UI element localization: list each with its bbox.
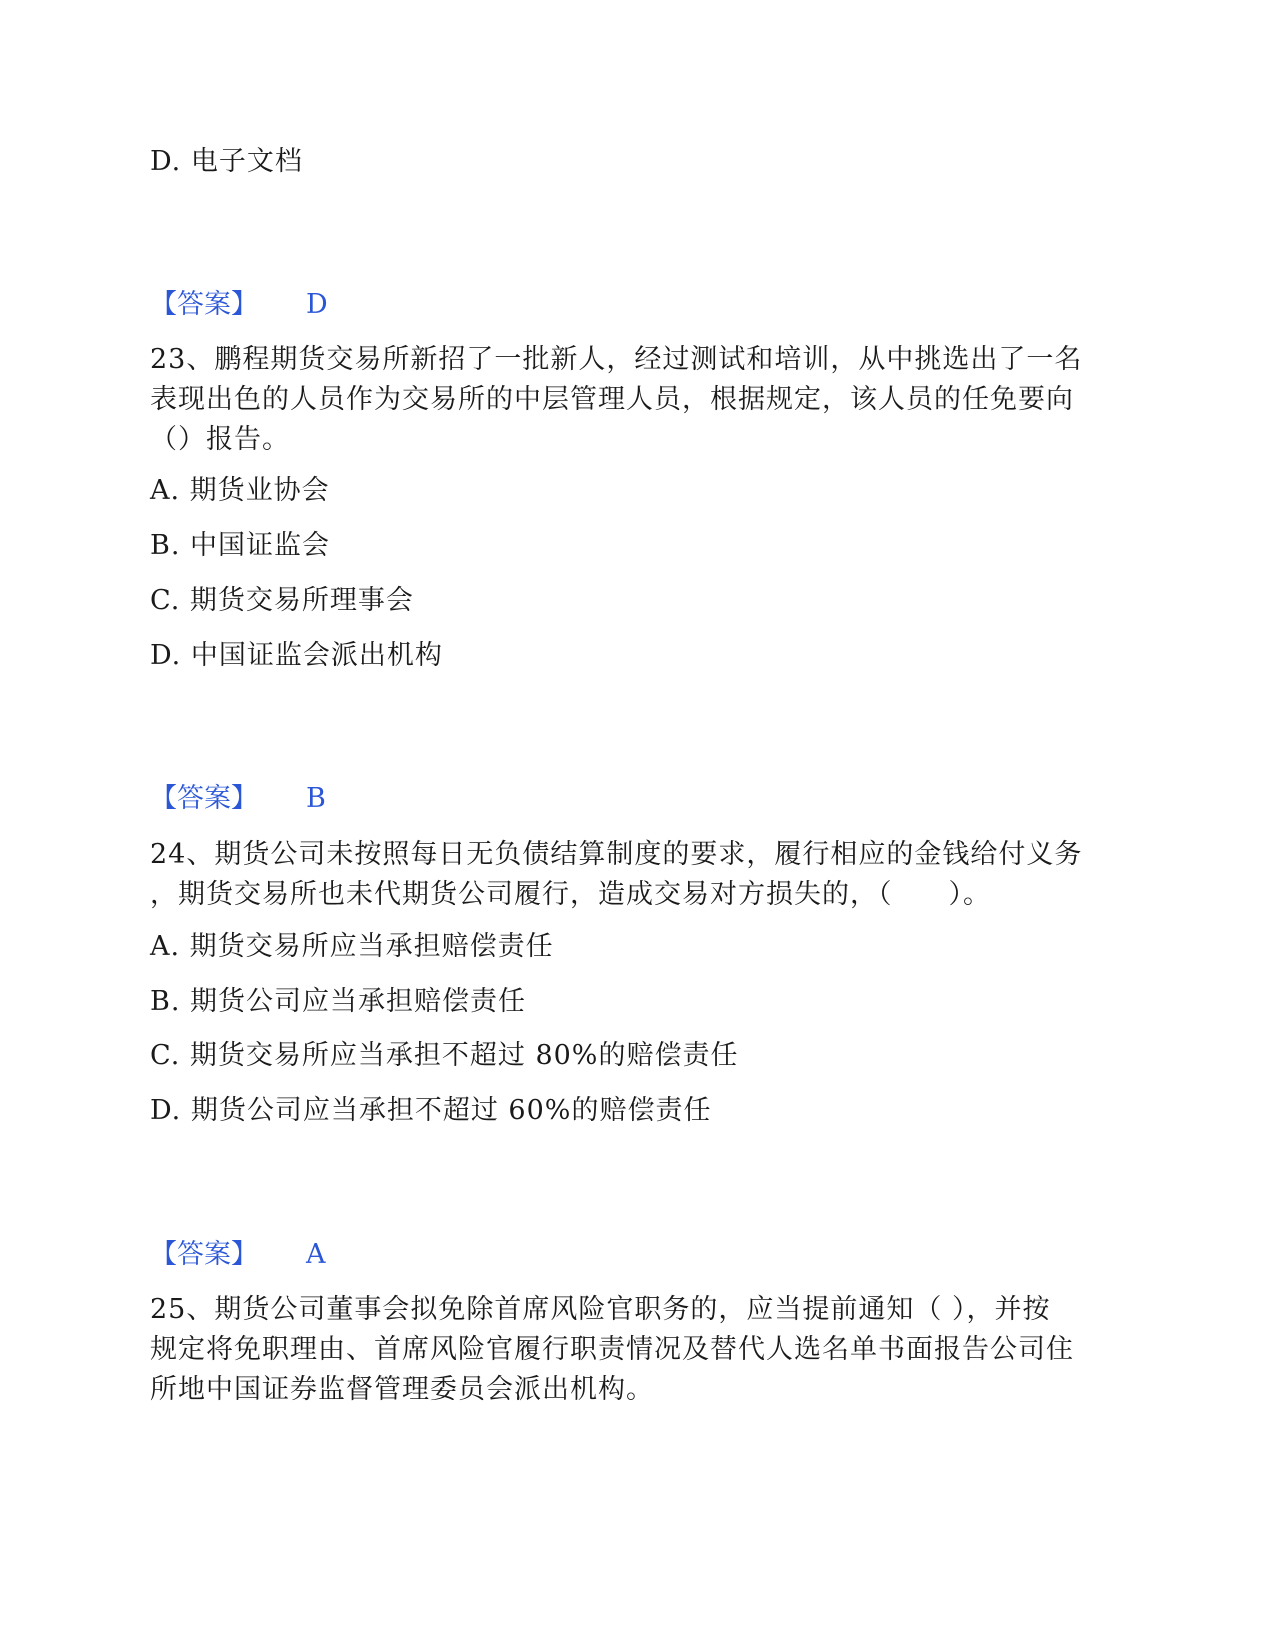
option-b: B. 中国证监会 [150,530,331,561]
question-line: （）报告。 [150,424,290,455]
question-line: 24、期货公司未按照每日无负债结算制度的要求，履行相应的金钱给付义务 [150,839,1083,870]
option-c: C. 期货交易所应当承担不超过 80%的赔偿责任 [150,1040,739,1071]
answer-block-2 [150,779,326,819]
answer-block-1 [150,285,328,325]
question-23 [150,340,1125,460]
answer-value: A [306,1239,326,1270]
option-d: D. 中国证监会派出机构 [150,640,443,671]
question-line: 所地中国证券监督管理委员会派出机构。 [150,1374,654,1405]
option-a: A. 期货业协会 [150,475,330,506]
option-d: D. 期货公司应当承担不超过 60%的赔偿责任 [150,1095,712,1126]
option-d-previous: D. 电子文档 [150,146,303,177]
question-line: 表现出色的人员作为交易所的中层管理人员，根据规定，该人员的任免要向 [150,384,1074,415]
answer-value: D [306,289,328,320]
question-line: 25、期货公司董事会拟免除首席风险官职务的，应当提前通知（ ），并按 [150,1294,1051,1325]
question-line: 23、鹏程期货交易所新招了一批新人，经过测试和培训，从中挑选出了一名 [150,344,1083,375]
question-line: 规定将免职理由、首席风险官履行职责情况及替代人选名单书面报告公司住 [150,1334,1074,1365]
option-c: C. 期货交易所理事会 [150,585,414,616]
option-b: B. 期货公司应当承担赔偿责任 [150,986,527,1017]
answer-label: 【答案】 [150,289,258,320]
question-24 [150,835,1125,915]
option-a: A. 期货交易所应当承担赔偿责任 [150,931,554,962]
answer-label: 【答案】 [150,783,258,814]
question-25 [150,1290,1125,1410]
question-line: ，期货交易所也未代期货公司履行，造成交易对方损失的，（ ）。 [150,879,991,910]
answer-label: 【答案】 [150,1239,258,1270]
answer-value: B [306,783,326,814]
answer-block-3 [150,1235,326,1275]
